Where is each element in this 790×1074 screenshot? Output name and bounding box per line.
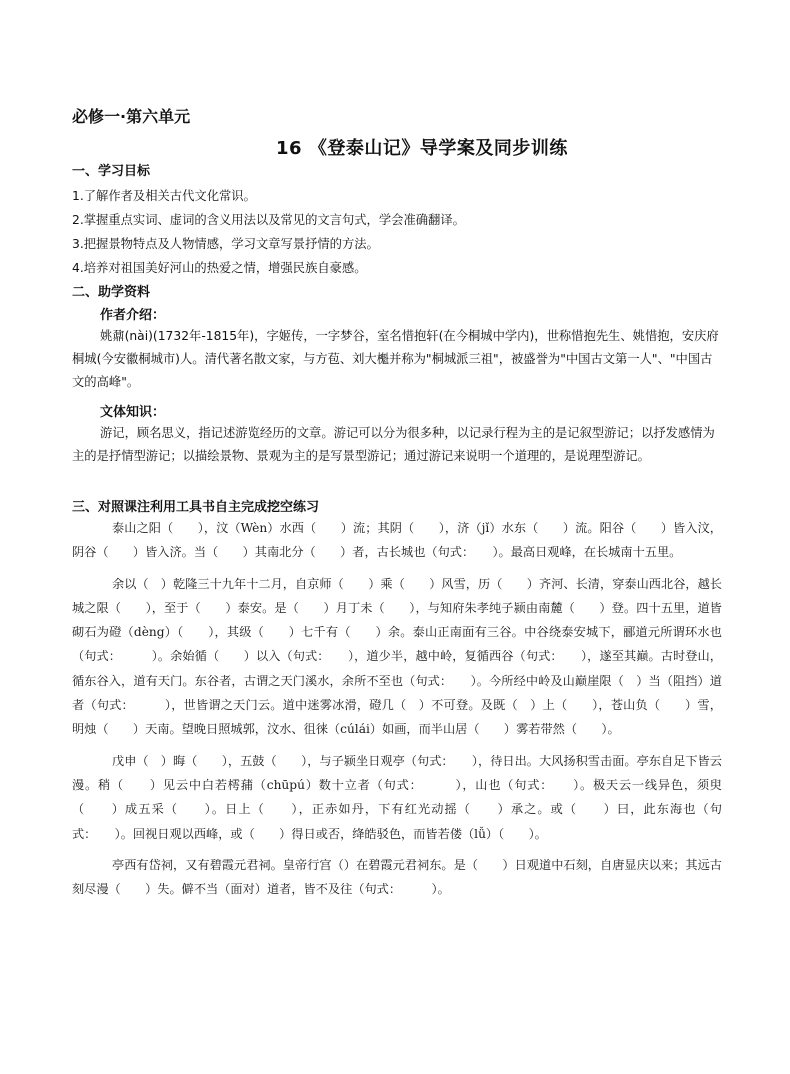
exercise-paragraph: 亭西有岱祠，又有碧霞元君祠。皇帝行宫（）在碧霞元君祠东。是（ ）日观道中石刻，自唐显庆以来；其远古刻尽漫（ ）失。僻不当（面对）道者，皆不及往（句式： ）。: [72, 857, 722, 897]
objective-item: 4.培养对祖国美好河山的热爱之情，增强民族自豪感。: [72, 261, 367, 275]
section-heading-objectives: 一、学习目标: [72, 164, 151, 179]
page-title: 16 《登泰山记》导学案及同步训练: [276, 138, 568, 159]
exercise-paragraph: 余以（ ）乾隆三十九年十二月，自京师（ ）乘（ ）风雪，历（ ）齐河、长清，穿泰山西北谷，越长城之限（ ），至于（ ）泰安。是（ ）月丁未（ ），与知府朱孝纯子颍由南麓（ ）登。四十五里，道皆砌石为磴（dèng）（ ），其级（ ）七千有（ ）余。泰山正南面有三谷。中谷绕泰安城下，郦道元所谓环水也（句式： ）。余始循（ ）以入（句式： ），道少半，越中岭，复循西谷（句式： ），遂至其巅。古时登山，循东谷入，道有天门。东谷者，古谓之天门溪水，余所不至也（句式： ）。今所经中岭及山巅崖限（ ）当（阻挡）道者（句式： ），世皆谓之天门云。道中迷雾冰滑，磴几（ ）不可登。及既（ ）上（ ），苍山负（ ）雪，明烛（ ）天南。望晚日照城郭，汶水、徂徕（cúlái）如画，而半山居（ ）雾若带然（ ）。: [72, 576, 722, 737]
author-intro-label: 作者介绍：: [100, 308, 166, 323]
exercise-paragraph: 泰山之阳（ ），汶（Wèn）水西（ ）流；其阴（ ），济（jǐ）水东（ ）流。阳谷（ ）皆入汶，阴谷（ ）皆入济。当（ ）其南北分（ ）者，古长城也（句式： ）。最高日观峰，在长城南十五里。: [72, 521, 722, 560]
section-heading-materials: 二、助学资料: [72, 285, 151, 300]
objective-item: 1.了解作者及相关古代文化常识。: [72, 189, 256, 203]
genre-knowledge-text: 游记，顾名思义，指记述游览经历的文章。游记可以分为很多种，以记录行程为主的是记叙型游记；以抒发感情为主的是抒情型游记；以描绘景物、景观为主的是写景型游记；通过游记来说明一个道理的，是说理型游记。: [72, 426, 715, 463]
section-heading-exercise: 三、对照课注利用工具书自主完成挖空练习: [72, 500, 320, 515]
exercise-paragraph: 戊申（ ）晦（ ），五鼓（ ），与子颍坐日观亭（句式： ），待日出。大风扬积雪击面。亭东自足下皆云漫。稍（ ）见云中白若樗蒱（chūpú）数十立者（句式： ），山也（句式： ）。极天云一线异色，须臾（ ）成五采（ ）。日上（ ），正赤如丹，下有红光动摇（ ）承之。或（ ）曰，此东海也（句式： ）。回视日观以西峰，或（ ）得日或否，绛皓驳色，而皆若偻（lǚ）（ ）。: [72, 753, 722, 841]
author-intro-text: 姚鼐(nài)(1732年-1815年)，字姬传，一字梦谷，室名惜抱轩(在今桐城中学内)，世称惜抱先生、姚惜抱，安庆府桐城(今安徽桐城市)人。清代著名散文家，与方苞、刘大櫆并称为"桐城派三祖"，被盛誉为"中国古文第一人"、"中国古文的高峰"。: [72, 329, 719, 389]
genre-knowledge-label: 文体知识：: [100, 405, 166, 420]
objective-item: 2.掌握重点实词、虚词的含义用法以及常见的文言句式，学会准确翻译。: [72, 213, 465, 227]
exercise-text: [72, 516, 722, 901]
objective-item: 3.把握景物特点及人物情感，学习文章写景抒情的方法。: [72, 237, 379, 251]
course-unit-label: 必修一·第六单元: [72, 107, 191, 126]
